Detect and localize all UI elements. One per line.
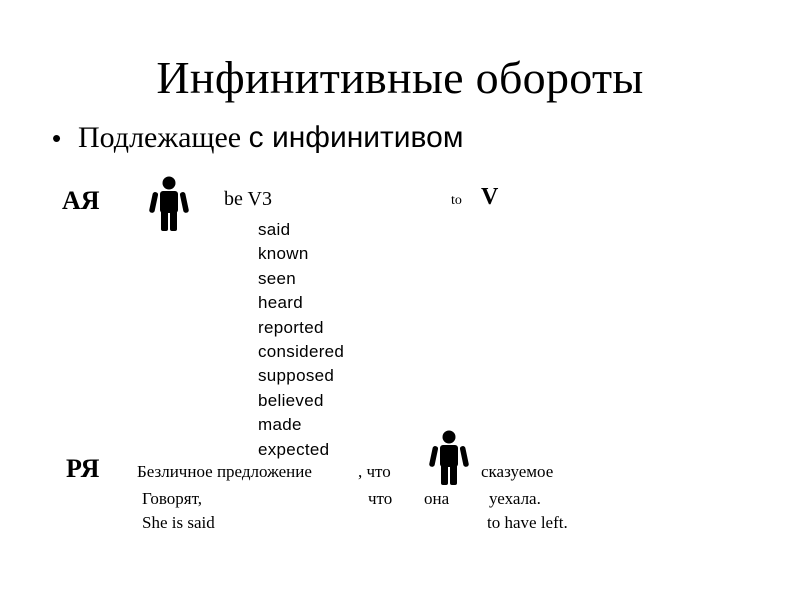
verb-item: made <box>258 415 302 435</box>
verb-item: heard <box>258 293 303 313</box>
example-ru-uekhala: уехала. <box>489 489 541 508</box>
example-en-rest: to have left. <box>487 513 568 532</box>
verb-item: expected <box>258 439 330 459</box>
example-en-subject: She is said <box>142 513 215 532</box>
verb-item: supposed <box>258 366 335 386</box>
person-icon <box>428 430 470 486</box>
bullet-text-sans: с инфинитивом <box>248 121 464 154</box>
verb-item: known <box>258 244 309 264</box>
bullet-text-serif: Подлежащее <box>78 121 249 154</box>
verb-item: reported <box>258 317 324 337</box>
chto-label: , что <box>358 462 391 481</box>
example-ru-chto: что <box>368 489 393 508</box>
example-ru-ona: она <box>424 489 450 508</box>
person-icon <box>148 176 190 232</box>
label-english: АЯ <box>62 186 100 215</box>
predicate-label: сказуемое <box>481 462 554 481</box>
verb-item: said <box>258 220 291 239</box>
verb-v-label: V <box>481 184 499 210</box>
to-label: to <box>451 193 462 208</box>
label-russian: РЯ <box>66 454 100 483</box>
example-ru-govoryat: Говорят, <box>142 489 202 508</box>
slide-title: Инфинитивные обороты <box>156 52 644 103</box>
verb-item: considered <box>258 342 345 362</box>
impersonal-sentence-label: Безличное предложение <box>137 462 312 481</box>
be-v3-label: be V3 <box>224 188 272 210</box>
bullet-item <box>52 118 463 158</box>
verb-item: seen <box>258 268 297 288</box>
bullet-marker: • <box>52 123 62 153</box>
verb-item: believed <box>258 390 324 410</box>
verbs-list <box>258 218 344 462</box>
